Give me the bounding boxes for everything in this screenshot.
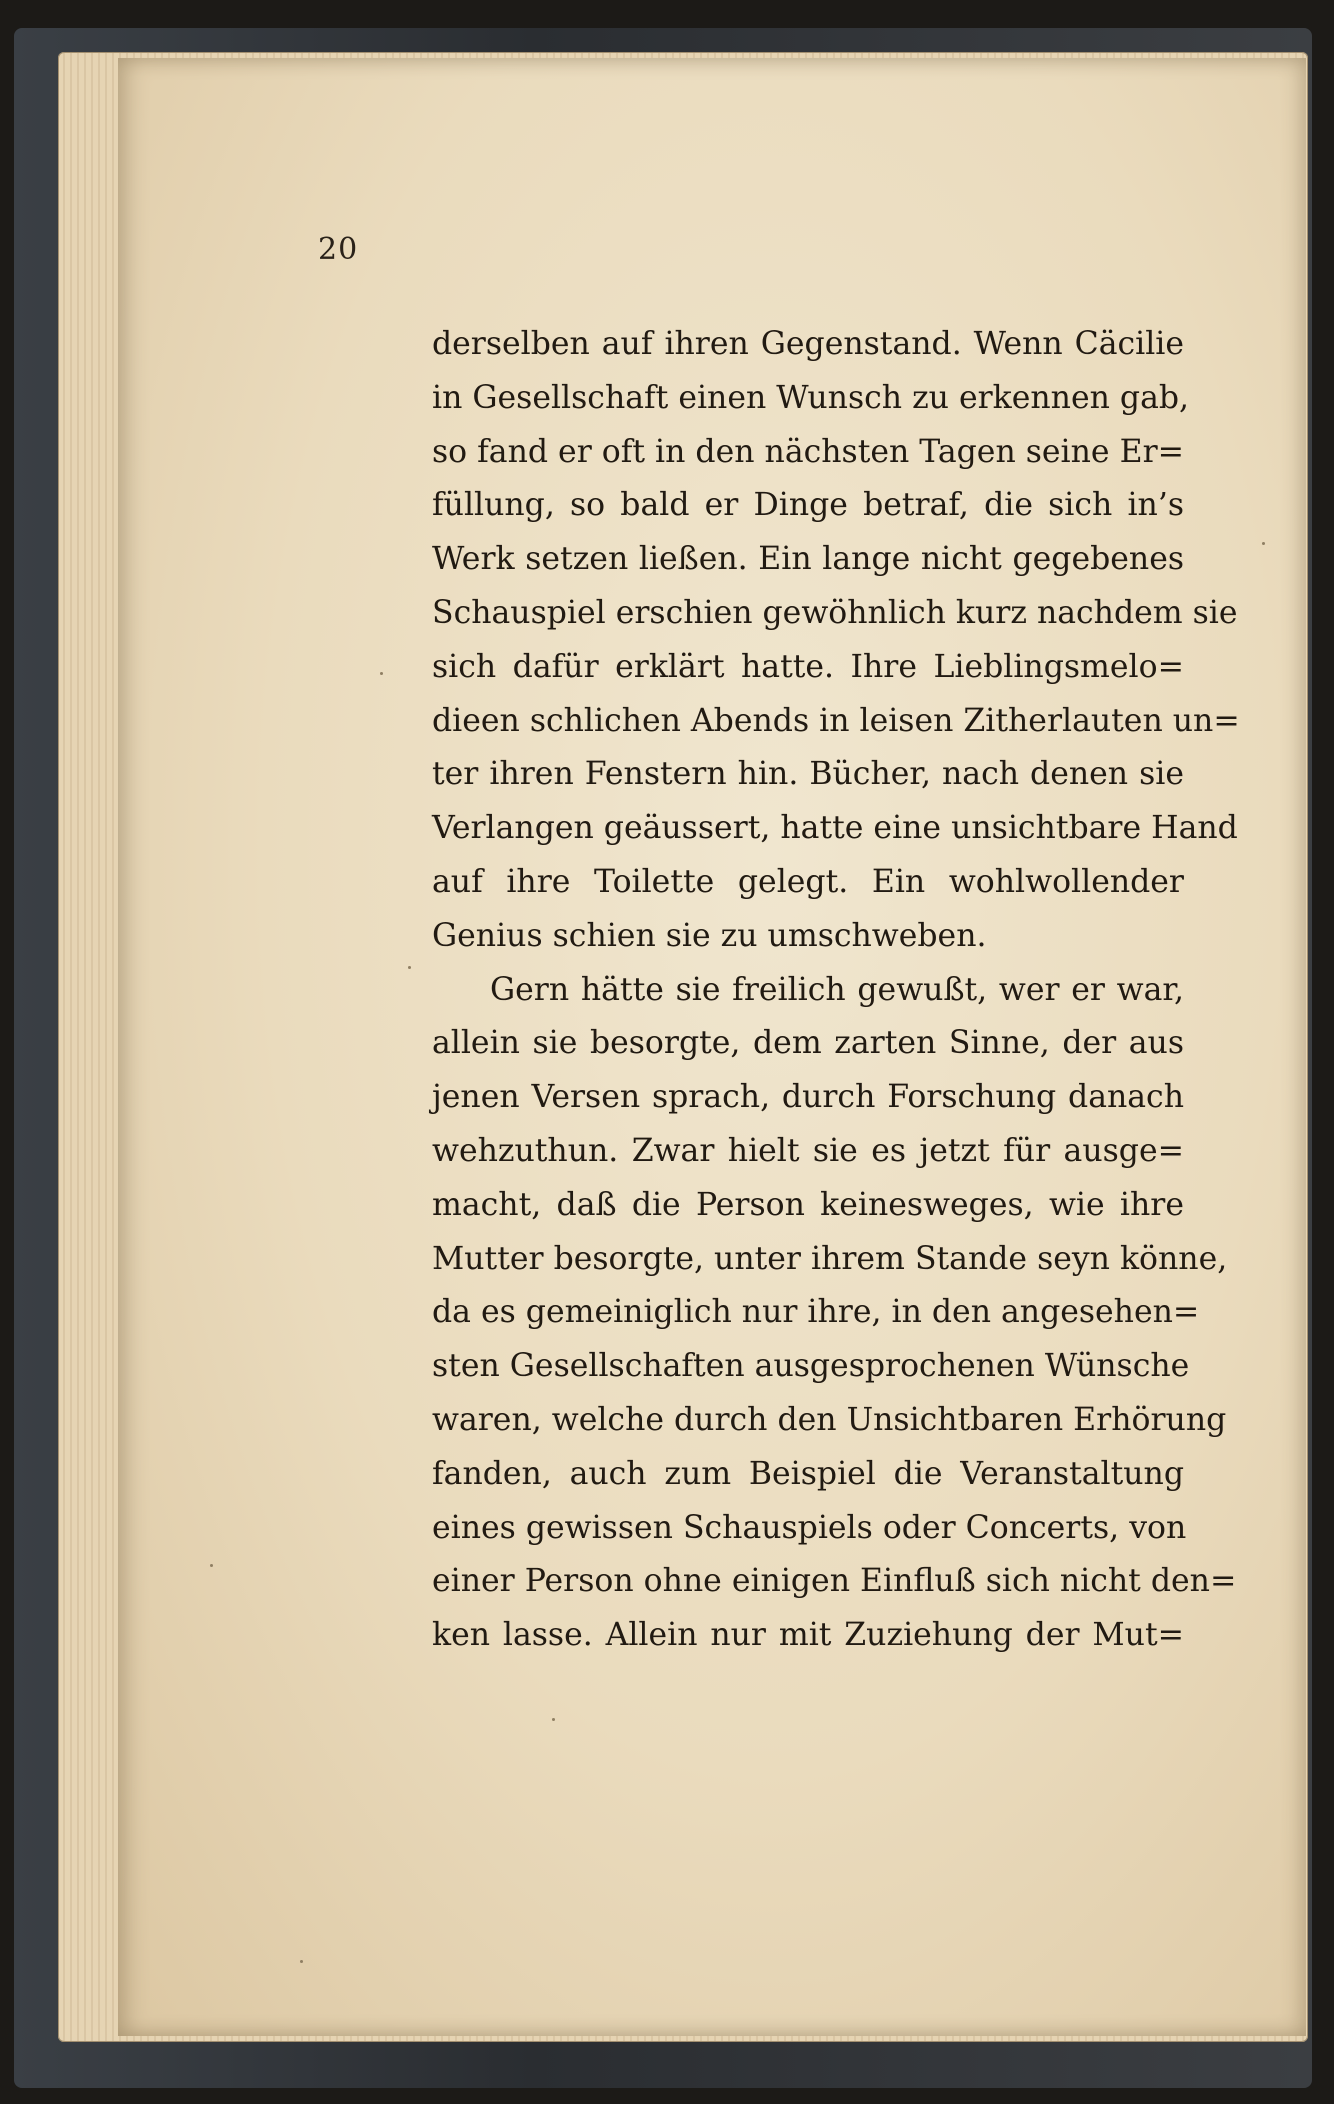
text-line: da es gemeiniglich nur ihre, in den angesehen=	[432, 1294, 1200, 1331]
text-line: füllung, so bald er Dinge betraf, die sich in’s	[432, 487, 1184, 524]
text-line: Mutter besorgte, unter ihrem Stande seyn könne,	[432, 1240, 1228, 1277]
paper-speck	[408, 966, 411, 969]
text-line: fanden, auch zum Beispiel die Veranstaltung	[432, 1455, 1184, 1492]
paper-speck	[210, 1564, 213, 1567]
page-number: 20	[318, 232, 359, 267]
text-line: Schauspiel erschien gewöhnlich kurz nachdem sie	[432, 594, 1238, 631]
text-line: waren, welche durch den Unsichtbaren Erhörung	[432, 1401, 1227, 1438]
text-line: auf ihre Toilette gelegt. Ein wohlwollender	[432, 863, 1184, 900]
text-line: sich dafür erklärt hatte. Ihre Lieblingsmelo=	[432, 648, 1184, 685]
text-line: so fand er oft in den nächsten Tagen seine Er=	[432, 433, 1185, 470]
text-line: ken lasse. Allein nur mit Zuziehung der Mut=	[432, 1617, 1184, 1654]
paper-speck	[300, 1960, 303, 1963]
text-line: eines gewissen Schauspiels oder Concerts, von	[432, 1509, 1187, 1546]
text-line: macht, daß die Person keinesweges, wie ihre	[432, 1186, 1184, 1223]
text-line: derselben auf ihren Gegenstand. Wenn Cäcilie	[432, 326, 1184, 362]
text-line: ter ihren Fenstern hin. Bücher, nach denen sie	[432, 756, 1184, 793]
text-line: Verlangen geäussert, hatte eine unsichtbare Hand	[432, 810, 1238, 847]
paragraph-start-line: Gern hätte sie freilich gewußt, wer er war,	[490, 971, 1184, 1008]
body-text	[432, 318, 1240, 1663]
paper-speck	[552, 1718, 555, 1721]
text-line: einer Person ohne einigen Einfluß sich nicht den=	[432, 1563, 1237, 1600]
text-line: dieen schlichen Abends in leisen Zitherlauten un=	[432, 702, 1240, 739]
text-line: jenen Versen sprach, durch Forschung danach	[432, 1079, 1184, 1116]
paragraph-end-line: Genius schien sie zu umschweben.	[432, 917, 987, 954]
text-line: sten Gesellschaften ausgesprochenen Wünsche	[432, 1348, 1190, 1385]
text-line: Werk setzen ließen. Ein lange nicht gegebenes	[432, 541, 1184, 578]
text-line: allein sie besorgte, dem zarten Sinne, der aus	[432, 1025, 1184, 1062]
text-line: wehzuthun. Zwar hielt sie es jetzt für ausge=	[432, 1132, 1184, 1169]
paper-speck	[380, 672, 383, 675]
paper-speck	[1262, 542, 1265, 545]
text-line: in Gesellschaft einen Wunsch zu erkennen gab,	[432, 379, 1190, 416]
